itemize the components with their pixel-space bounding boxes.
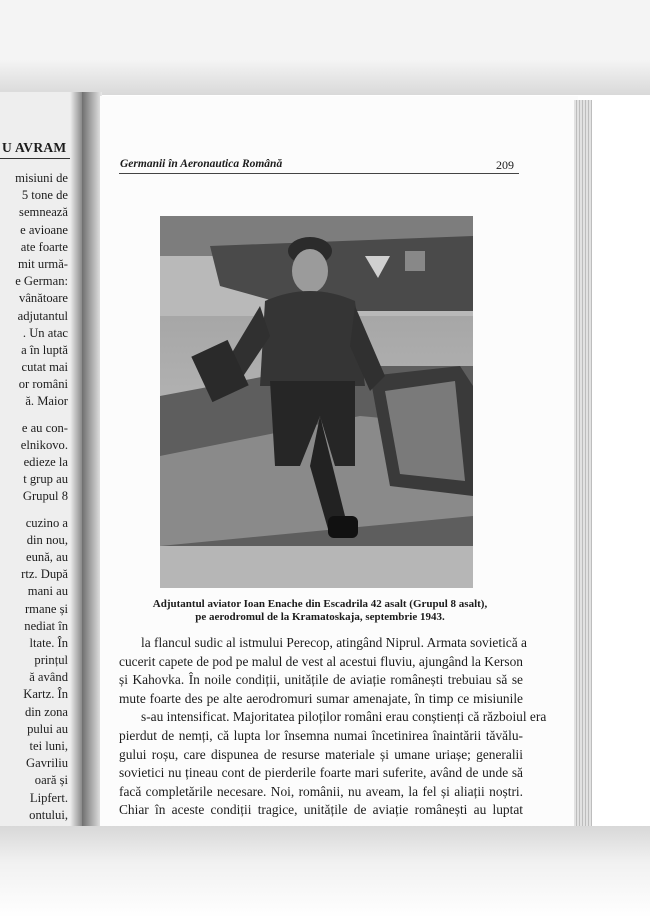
body-line: facă completările necesare. Noi, românii, nu aveam, la fel și aliații noștri. xyxy=(119,783,523,799)
left-page-line: vânătoare xyxy=(19,291,68,306)
body-text xyxy=(119,634,547,820)
left-page-line: elnikovo. xyxy=(20,437,68,452)
page-edges xyxy=(574,100,592,828)
photo-caption xyxy=(150,598,490,624)
left-page-line: Gavriliu xyxy=(26,756,68,771)
left-page-line: pului au xyxy=(27,721,68,736)
left-page-line: ă având xyxy=(29,670,68,685)
left-page-line: tei luni, xyxy=(29,739,68,753)
left-page-text xyxy=(0,170,68,867)
left-page-line: cuzino a xyxy=(25,515,68,530)
left-page-line: t grup au xyxy=(23,472,68,487)
left-page-line: ă. Maior xyxy=(25,394,68,409)
body-line: mute foarte des pe alte aerodromuri sumar amenajate, în timp ce misiunile xyxy=(119,690,523,706)
left-page-line: Grupul 8 xyxy=(22,489,68,504)
book-gutter xyxy=(82,92,102,830)
body-line: cucerit capete de pod pe malul de vest al acestui fluviu, ajungând la Kerson xyxy=(119,653,523,669)
left-page-line xyxy=(0,506,68,515)
left-page-line: rmane și xyxy=(24,601,68,616)
left-page-line: e avioane xyxy=(20,222,68,237)
header-rule xyxy=(119,173,519,174)
body-line: la flancul sudic al istmului Perecop, atingând Niprul. Armata sovietică a xyxy=(141,635,527,650)
left-page-line: e German: xyxy=(15,274,68,289)
left-page-line: din zona xyxy=(24,704,68,719)
left-page-line: din nou, xyxy=(26,532,68,547)
left-page-line: mani au xyxy=(27,584,68,599)
left-page-line: rtz. După xyxy=(21,567,68,582)
body-line: sovietici nu țineau cont de pierderile foarte mari suferite, având de unde să xyxy=(119,765,523,781)
left-page-line: ontului, xyxy=(29,807,68,822)
left-page-line: edieze la xyxy=(23,455,68,469)
left-page-line: adjutantul xyxy=(17,308,68,323)
left-page-line: nediat în xyxy=(24,618,68,633)
left-page-line: or români xyxy=(18,377,68,392)
left-page-line: ltate. În xyxy=(29,635,68,650)
left-page-line: . Un atac xyxy=(22,325,68,340)
left-header-rule xyxy=(0,158,70,159)
left-page-line: semnează xyxy=(19,205,68,220)
running-title: Germanii în Aeronautica Română xyxy=(120,158,283,170)
left-page-header: U AVRAM xyxy=(2,140,67,155)
body-line: gului roșu, care dispunea de resurse materiale și umane uriașe; generalii xyxy=(119,746,523,762)
page-number: 209 xyxy=(496,158,514,172)
left-page-line: a în luptă xyxy=(21,342,68,357)
body-line: pierdut de nemți, că lupta lor însemna numai încetinirea înaintării tăvălu- xyxy=(119,727,523,743)
scan-background-top xyxy=(0,0,650,95)
left-page-line: oară și xyxy=(34,773,68,788)
left-page-line: 5 tone de xyxy=(21,188,68,203)
scan-shadow xyxy=(0,60,650,95)
left-page-line: cutat mai xyxy=(21,360,68,375)
left-page-line: e au con- xyxy=(21,420,68,435)
body-line: și Kahovka. În noile condiții, unitățile de aviație românești trebuiau să se xyxy=(119,672,523,688)
body-line: Chiar în aceste condiții tragice, unitățile de aviație românești au luptat xyxy=(119,802,523,818)
body-line: s-au intensificat. Majoritatea piloților români erau conștienți că războiul era xyxy=(141,709,547,725)
left-page-edge xyxy=(70,92,82,830)
left-page-line: ate foarte xyxy=(20,239,68,254)
caption-line-2: pe aerodromul de la Kramatoskaja, septembrie 1943. xyxy=(195,611,445,623)
left-page xyxy=(0,92,82,830)
left-page-line xyxy=(0,411,68,420)
left-page-line: Kartz. În xyxy=(23,687,68,702)
left-page-line: Lipfert. xyxy=(29,790,68,805)
left-page-line: mit urmă- xyxy=(17,256,68,271)
photograph xyxy=(160,216,473,588)
left-page-line: misiuni de xyxy=(15,171,68,185)
left-page-line: prințul xyxy=(34,653,68,668)
left-page-line: eună, au xyxy=(26,549,68,564)
caption-line-1: Adjutantul aviator Ioan Enache din Escadrila 42 asalt (Grupul 8 asalt), xyxy=(152,598,488,610)
scan-shadow-bottom xyxy=(0,826,650,918)
